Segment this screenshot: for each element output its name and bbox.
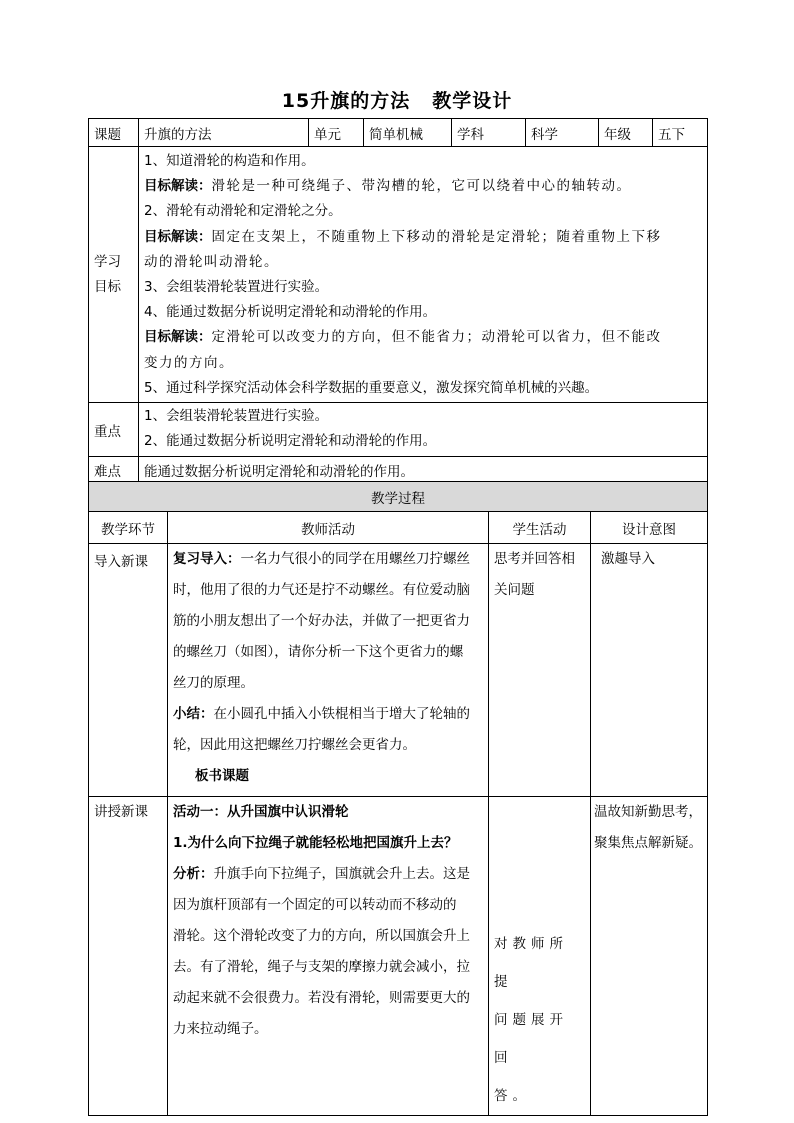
analysis-paragraph: [173, 859, 483, 890]
objective-line: [144, 275, 702, 300]
header-student: 学生活动: [489, 512, 591, 544]
objectives-list: [144, 149, 702, 401]
header-stage: 教学环节: [89, 512, 168, 544]
topic-value: 升旗的方法: [139, 119, 309, 147]
objective-text: 4、能通过数据分析说明定滑轮和动滑轮的作用。: [144, 304, 437, 321]
objectives-content: [139, 147, 708, 403]
subject-value: 科学: [526, 119, 599, 147]
key-points-content: [139, 403, 708, 457]
section-title: 教学过程: [89, 482, 708, 512]
objective-text: 变力的方向。: [144, 354, 234, 371]
board-title: 板书课题: [195, 768, 249, 784]
student-activity-new: [489, 797, 591, 1116]
analysis-line: 动起来就不会很费力。若没有滑轮，则需要更大的: [173, 990, 470, 1006]
question: 1.为什么向下拉绳子就能轻松地把国旗升上去？: [173, 835, 458, 851]
header-intent: 设计意图: [591, 512, 708, 544]
summary-line: 轮，因此用这把螺丝刀拧螺丝会更省力。: [173, 737, 416, 753]
student-line: 答。: [494, 1088, 531, 1104]
objective-line: [144, 225, 702, 250]
student-activity-intro: [489, 544, 591, 797]
objective-line: [144, 199, 702, 224]
student-line: 关问题: [494, 582, 535, 598]
activity-title: 活动一：从升国旗中认识滑轮: [173, 804, 349, 820]
lesson-info-table: [88, 118, 708, 484]
analysis-line: 因为旗杆顶部有一个固定的可以转动而不移动的: [173, 897, 457, 913]
review-line: 筋的小朋友想出了一个好办法，并做了一把更省力: [173, 613, 470, 629]
objective-text: 滑轮是一种可绕绳子、带沟槽的轮，它可以绕着中心的轴转动。: [211, 178, 632, 195]
objective-text: 固定在支架上，不随重物上下移动的滑轮是定滑轮；随着重物上下移: [211, 228, 662, 245]
intent-line: 温故知新勤思考，: [594, 804, 702, 820]
summary-paragraph: [173, 699, 483, 730]
student-line: 问题展开回: [494, 1012, 568, 1066]
intent-intro: 激趣导入: [591, 544, 708, 797]
objective-line: [144, 325, 702, 350]
key-points-label: 重点: [89, 403, 139, 457]
summary-label: 小结：: [173, 706, 214, 722]
objective-line: [144, 250, 702, 275]
teaching-process-table: [88, 481, 708, 1116]
difficulty-label: 难点: [89, 457, 139, 484]
analysis-line: 去。有了滑轮，绳子与支架的摩擦力就会减小，拉: [173, 959, 470, 975]
intent-new: [591, 797, 708, 1116]
objectives-label-line: 学习: [94, 253, 121, 270]
review-paragraph: [173, 544, 483, 575]
objective-line: [144, 351, 702, 376]
key-point-line: 1、会组装滑轮装置进行实验。: [144, 408, 329, 424]
title-main: 15升旗的方法: [281, 90, 411, 112]
header-teacher: 教师活动: [168, 512, 489, 544]
stage-new-lesson: 讲授新课: [89, 797, 168, 1116]
student-line: 对教师所提: [494, 936, 568, 990]
title-sub: 教学设计: [432, 90, 513, 112]
objectives-label-line: 目标: [94, 278, 121, 295]
objective-text: 动的滑轮叫动滑轮。: [144, 253, 279, 270]
analysis-line: 滑轮。这个滑轮改变了力的方向，所以国旗会升上: [173, 928, 470, 944]
subject-label: 学科: [452, 119, 526, 147]
unit-label: 单元: [309, 119, 364, 147]
key-point-line: 2、能通过数据分析说明定滑轮和动滑轮的作用。: [144, 433, 437, 450]
review-label: 复习导入：: [173, 551, 241, 567]
objective-line: [144, 149, 702, 174]
summary-line: 在小圆孔中插入小铁棍相当于增大了轮轴的: [213, 706, 470, 722]
analysis-line: 力来拉动绳子。: [173, 1021, 268, 1037]
objective-interpretation-label: 目标解读：: [144, 178, 212, 195]
grade-value: 五下: [653, 119, 708, 147]
analysis-label: 分析：: [173, 866, 214, 882]
objective-text: 1、知道滑轮的构造和作用。: [144, 153, 315, 169]
grade-label: 年级: [599, 119, 653, 147]
objective-text: 2、滑轮有动滑轮和定滑轮之分。: [144, 203, 342, 220]
objective-line: [144, 300, 702, 325]
difficulty-content: 能通过数据分析说明定滑轮和动滑轮的作用。: [139, 457, 708, 484]
stage-intro: 导入新课: [89, 544, 168, 797]
objective-interpretation-label: 目标解读：: [144, 228, 212, 245]
objective-text: 定滑轮可以改变力的方向，但不能省力；动滑轮可以省力，但不能改: [211, 329, 662, 346]
objective-interpretation-label: 目标解读：: [144, 329, 212, 346]
objective-line: [144, 174, 702, 199]
topic-label: 课题: [89, 119, 139, 147]
document-title: [0, 86, 794, 113]
teacher-activity-intro: [168, 544, 489, 797]
analysis-line: 升旗手向下拉绳子，国旗就会升上去。这是: [213, 866, 470, 882]
unit-value: 简单机械: [364, 119, 452, 147]
student-line: 思考并回答相: [494, 551, 575, 567]
objective-line: [144, 376, 702, 401]
objective-text: 3、会组装滑轮装置进行实验。: [144, 279, 329, 296]
objective-text: 5、通过科学探究活动体会科学数据的重要意义，激发探究简单机械的兴趣。: [144, 379, 599, 396]
objectives-label: [89, 147, 139, 403]
review-line: 的螺丝刀（如图），请你分析一下这个更省力的螺: [173, 644, 464, 660]
review-line: 一名力气很小的同学在用螺丝刀拧螺丝: [240, 551, 470, 567]
teacher-activity-new: [168, 797, 489, 1116]
intent-line: 聚集焦点解新疑。: [594, 835, 702, 851]
review-line: 丝刀的原理。: [173, 675, 254, 691]
review-line: 时，他用了很的力气还是拧不动螺丝。有位爱动脑: [173, 582, 470, 598]
